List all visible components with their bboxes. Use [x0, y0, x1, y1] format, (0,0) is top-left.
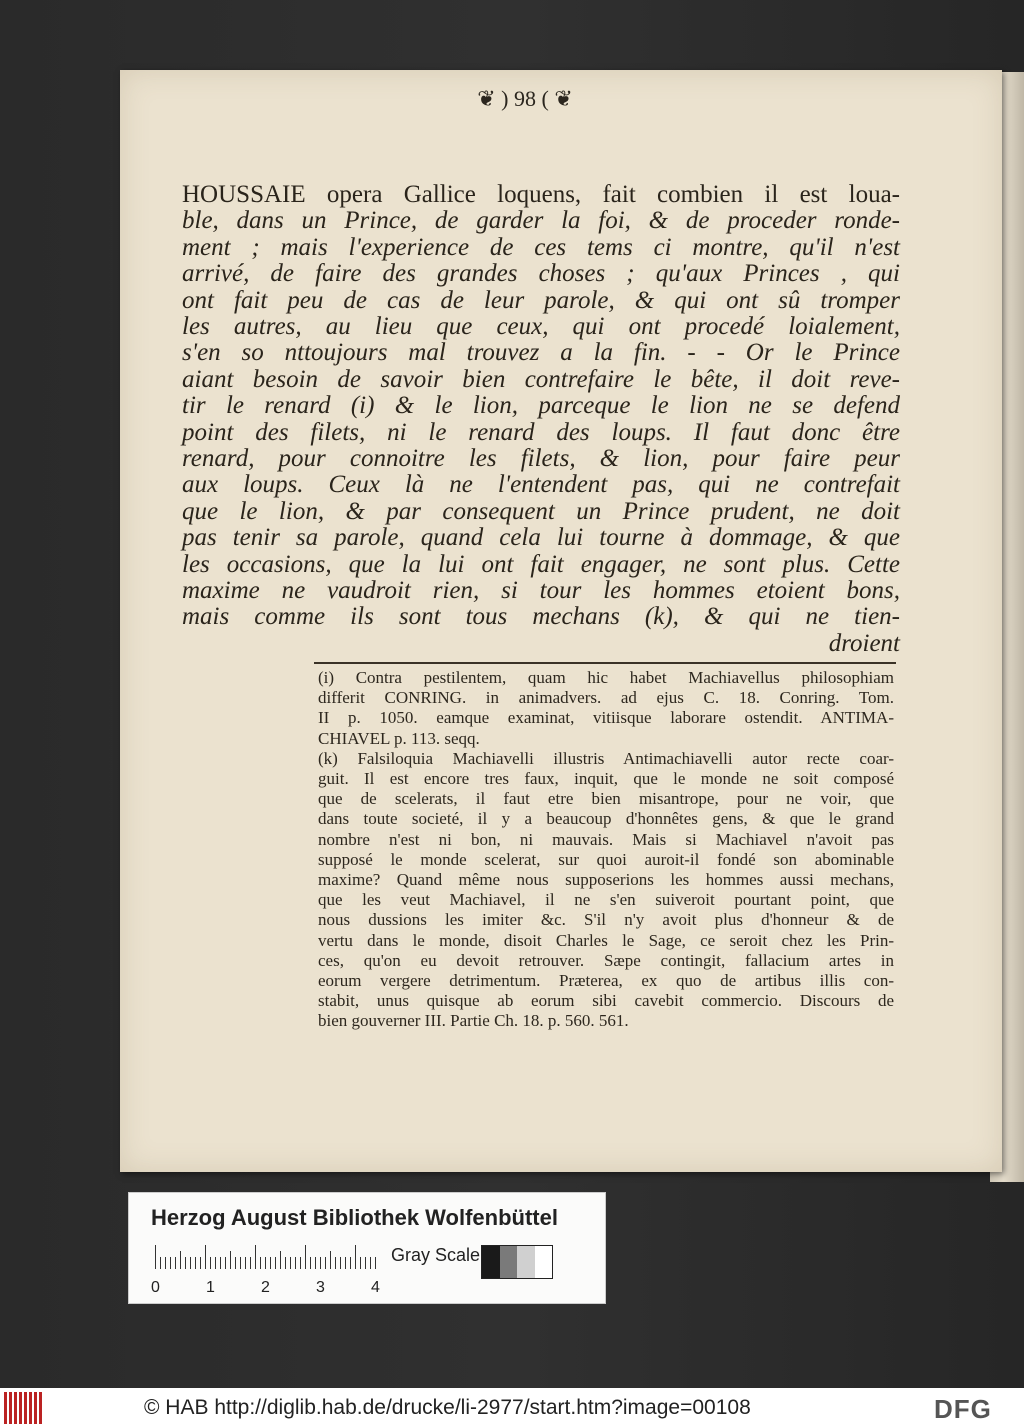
- ruler-tick: [225, 1257, 226, 1269]
- page-number-header: ❦ ) 98 ( ❦: [477, 86, 573, 111]
- ruler-tick: [340, 1257, 341, 1269]
- gray-scale-label: Gray Scale: [391, 1245, 481, 1265]
- ruler-tick: [320, 1257, 321, 1269]
- ruler-tick: [180, 1251, 181, 1269]
- body-line: HOUSSAIE opera Gallice loquens, fait combien il est loua-: [182, 181, 900, 208]
- ruler-tick: [280, 1251, 281, 1269]
- gray-swatch: [500, 1246, 518, 1278]
- ruler-number: 2: [261, 1279, 270, 1296]
- ruler-tick: [220, 1257, 221, 1269]
- footer-bar: [0, 1388, 1024, 1428]
- gray-swatch: [482, 1246, 500, 1278]
- ruler-tick: [270, 1257, 271, 1269]
- ruler-tick: [215, 1257, 216, 1269]
- body-line: pas tenir sa parole, quand cela lui tourne à dommage, & que: [182, 524, 900, 552]
- body-line: droient: [828, 629, 900, 657]
- footnote-line: stabit, unus quisque ab eorum sibi cavebit commercio. Discours de: [318, 991, 894, 1011]
- ruler-tick: [195, 1257, 196, 1269]
- footnote-line: nombre n'est ni bon, ni mauvais. Mais si Machiavel n'avoit pas: [318, 829, 894, 849]
- body-line: point des filets, ni le renard des loups. Il faut donc être: [182, 418, 900, 446]
- footnote-line: supposé le monde scelerat, sur quoi auroit-il fondé son abominable: [318, 849, 894, 869]
- ruler-tick: [190, 1257, 191, 1269]
- ruler-tick: [350, 1257, 351, 1269]
- footnote-rule: [314, 662, 896, 664]
- ruler-number: 4: [371, 1279, 380, 1296]
- footnote-line: eorum vergere detrimentum. Præterea, ex quo de artibus illis con-: [318, 971, 894, 990]
- ruler-tick: [285, 1257, 286, 1269]
- body-line: aux loups. Ceux là ne l'entendent pas, qui ne contrefait: [182, 471, 900, 499]
- footnote-line: ces, qu'on eu devoit retrouver. Sæpe contingit, fallacium artes in: [318, 950, 894, 970]
- footnote-line: que de scelerats, il faut etre bien misantrope, pour ne voir, que: [318, 789, 894, 809]
- ruler-tick: [305, 1245, 306, 1269]
- ruler-tick: [245, 1257, 246, 1269]
- ruler-tick: [315, 1257, 316, 1269]
- color-scale-card: [128, 1192, 606, 1304]
- body-line: que le lion, & par consequent un Prince prudent, ne doit: [182, 497, 900, 525]
- ruler-tick: [185, 1257, 186, 1269]
- footnote-line: nous dussions les imiter &c. S'il n'y avoit plus d'honneur & de: [318, 910, 894, 930]
- body-line: tir le renard (i) & le lion, parceque le lion ne se defend: [182, 392, 900, 420]
- ruler-tick: [235, 1257, 236, 1269]
- footnote-line: maxime? Quand même nous supposerions les hommes aussi mechans,: [318, 870, 894, 889]
- ruler-tick: [345, 1257, 346, 1269]
- ruler-tick: [290, 1257, 291, 1269]
- ruler-tick: [275, 1257, 276, 1269]
- footnote-line: guit. Il est encore tres faux, inquit, que le monde ne soit composé: [318, 769, 894, 788]
- body-line: arrivé, de faire des grandes choses ; qu'aux Princes , qui: [182, 260, 900, 288]
- library-name: Herzog August Bibliothek Wolfenbüttel: [151, 1205, 558, 1230]
- body-line: mais comme ils sont tous mechans (k), & qui ne tien-: [182, 603, 900, 631]
- ruler-tick: [230, 1251, 231, 1269]
- ruler-tick: [365, 1257, 366, 1269]
- footnote-line: bien gouverner III. Partie Ch. 18. p. 560. 561.: [318, 1011, 629, 1031]
- ruler-tick: [250, 1257, 251, 1269]
- footnote-line: differit CONRING. in animadvers. ad ejus C. 18. Conring. Tom.: [318, 688, 894, 708]
- footnote-line: que les veut Machiavel, il ne s'en suiveroit pourtant point, que: [318, 890, 894, 910]
- gray-swatch: [535, 1246, 553, 1278]
- ruler-tick: [310, 1257, 311, 1269]
- body-line: ont fait peu de cas de leur parole, & qui ont sû tromper: [182, 286, 900, 314]
- dfg-logo: DFG: [934, 1394, 992, 1424]
- ruler-tick: [205, 1245, 206, 1269]
- body-line: renard, pour connoitre les filets, & lion, pour faire peur: [182, 445, 900, 472]
- copyright-url[interactable]: © HAB http://diglib.hab.de/drucke/li-2977/start.htm?image=00108: [144, 1396, 751, 1419]
- ruler-tick: [295, 1257, 296, 1269]
- ruler-number: 3: [316, 1279, 325, 1296]
- ruler-tick: [325, 1257, 326, 1269]
- ruler-tick: [355, 1245, 356, 1269]
- ruler-tick: [260, 1257, 261, 1269]
- ruler-tick: [200, 1257, 201, 1269]
- body-line: les occasions, que la lui ont fait engager, ne sont plus. Cette: [182, 550, 900, 578]
- ruler-tick: [370, 1257, 371, 1269]
- ruler-tick: [265, 1257, 266, 1269]
- body-line: les autres, au lieu que ceux, qui ont procedé loialement,: [182, 313, 900, 340]
- ruler-tick: [175, 1257, 176, 1269]
- ruler-tick: [170, 1257, 171, 1269]
- ruler-tick: [160, 1257, 161, 1269]
- gray-scale-swatches: [481, 1245, 553, 1279]
- ruler-tick: [330, 1251, 331, 1269]
- ruler-tick: [165, 1257, 166, 1269]
- body-line: ment ; mais l'experience de ces tems ci montre, qu'il n'est: [182, 233, 900, 261]
- ruler-tick: [360, 1257, 361, 1269]
- body-line: ble, dans un Prince, de garder la foi, & de proceder ronde-: [182, 207, 900, 235]
- ruler-tick: [155, 1245, 156, 1269]
- ruler-number: 1: [206, 1279, 215, 1296]
- footnote-line: CHIAVEL p. 113. seqq.: [318, 728, 480, 748]
- footnote-line: (k) Falsiloquia Machiavelli illustris Antimachiavelli autor recte coar-: [318, 748, 894, 768]
- footnote-line: (i) Contra pestilentem, quam hic habet Machiavellus philosophiam: [318, 668, 894, 687]
- footnote-line: vertu dans le monde, disoit Charles le Sage, ce seroit chez les Prin-: [318, 930, 894, 950]
- ruler-tick: [255, 1245, 256, 1269]
- body-line: maxime ne vaudroit rien, si tour les hommes etoient bons,: [182, 577, 900, 604]
- ruler-tick: [375, 1257, 376, 1269]
- ruler-tick: [335, 1257, 336, 1269]
- ruler-tick: [300, 1257, 301, 1269]
- ruler-tick: [210, 1257, 211, 1269]
- ruler-number: 0: [151, 1279, 160, 1296]
- footnote-line: dans toute societé, il y a beaucoup d'honnêtes gens, & que le grand: [318, 809, 894, 829]
- ruler: [155, 1245, 375, 1269]
- barcode-icon: [4, 1392, 44, 1424]
- body-line: s'en so nttoujours mal trouvez a la fin. - - Or le Prince: [182, 339, 900, 367]
- body-line: aiant besoin de savoir bien contrefaire le bête, il doit reve-: [182, 365, 900, 393]
- gray-swatch: [517, 1246, 535, 1278]
- ruler-tick: [240, 1257, 241, 1269]
- footnote-line: II p. 1050. eamque examinat, vitiisque laborare ostendit. ANTIMA-: [318, 708, 894, 728]
